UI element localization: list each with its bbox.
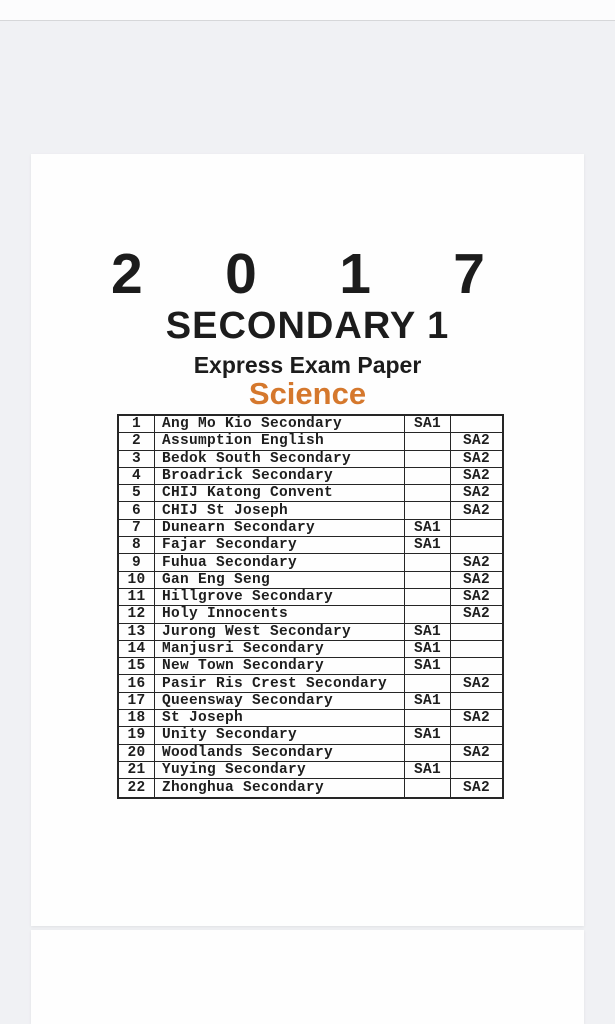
row-number-cell: 17 — [119, 693, 155, 709]
sa2-cell — [451, 641, 502, 657]
table-row — [119, 589, 502, 606]
school-name-cell: Ang Mo Kio Secondary — [155, 416, 405, 432]
sa1-cell — [405, 589, 451, 605]
sa1-cell — [405, 779, 451, 796]
row-number-cell: 16 — [119, 675, 155, 691]
table-row — [119, 451, 502, 468]
row-number-cell: 20 — [119, 745, 155, 761]
year-digit: 7 — [453, 242, 485, 306]
school-name-cell: Woodlands Secondary — [155, 745, 405, 761]
sa1-cell — [405, 485, 451, 501]
table-row — [119, 779, 502, 796]
school-name-cell: New Town Secondary — [155, 658, 405, 674]
sa2-cell: SA2 — [462, 606, 490, 623]
row-number-cell: 15 — [119, 658, 155, 674]
sa1-cell: SA1 — [405, 641, 451, 657]
table-row — [119, 537, 502, 554]
year-title — [111, 242, 485, 306]
exam-type-subtitle: Express Exam Paper — [193, 352, 422, 378]
school-name-cell: CHIJ Katong Convent — [155, 485, 405, 501]
sa2-cell: SA2 — [462, 485, 490, 502]
sa1-cell — [405, 675, 451, 691]
sa2-cell: SA2 — [462, 779, 490, 796]
table-row — [119, 624, 502, 641]
sa2-cell — [451, 416, 502, 432]
school-name-cell: Bedok South Secondary — [155, 451, 405, 467]
sa2-cell: SA2 — [462, 450, 490, 467]
table-row — [119, 520, 502, 537]
school-name-cell: St Joseph — [155, 710, 405, 726]
subject-title: Science — [248, 376, 367, 411]
sa1-cell — [405, 451, 451, 467]
row-number-cell: 3 — [119, 451, 155, 467]
table-row — [119, 675, 502, 692]
table-row — [119, 693, 502, 710]
schools-table — [117, 414, 504, 799]
row-number-cell: 21 — [119, 762, 155, 778]
sa1-cell — [405, 710, 451, 726]
table-row — [119, 416, 502, 433]
sa2-cell: SA2 — [462, 468, 490, 485]
school-name-cell: Holy Innocents — [155, 606, 405, 622]
table-row — [119, 606, 502, 623]
sa1-cell — [405, 433, 451, 449]
table-row — [119, 554, 502, 571]
table-row — [119, 658, 502, 675]
school-name-cell: Yuying Secondary — [155, 762, 405, 778]
school-name-cell: Pasir Ris Crest Secondary — [155, 675, 405, 691]
sa2-cell: SA2 — [462, 554, 490, 571]
school-name-cell: Broadrick Secondary — [155, 468, 405, 484]
sa1-cell: SA1 — [405, 416, 451, 432]
sa2-cell: SA2 — [462, 675, 490, 692]
row-number-cell: 10 — [119, 572, 155, 588]
school-name-cell: Gan Eng Seng — [155, 572, 405, 588]
level-title: SECONDARY 1 — [165, 305, 450, 347]
sa1-cell — [405, 606, 451, 622]
sa1-cell — [405, 554, 451, 570]
row-number-cell: 9 — [119, 554, 155, 570]
row-number-cell: 19 — [119, 727, 155, 743]
sa2-cell — [451, 762, 502, 778]
sa1-cell: SA1 — [405, 762, 451, 778]
row-number-cell: 12 — [119, 606, 155, 622]
table-row — [119, 485, 502, 502]
row-number-cell: 8 — [119, 537, 155, 553]
sa1-cell: SA1 — [405, 727, 451, 743]
school-name-cell: Fajar Secondary — [155, 537, 405, 553]
school-name-cell: Assumption English — [155, 433, 405, 449]
viewer-top-bar — [0, 0, 615, 21]
sa1-cell: SA1 — [405, 520, 451, 536]
row-number-cell: 22 — [119, 779, 155, 796]
sa2-cell — [451, 520, 502, 536]
sa2-cell — [451, 624, 502, 640]
row-number-cell: 18 — [119, 710, 155, 726]
sa2-cell: SA2 — [462, 589, 490, 606]
document-page-1 — [31, 154, 584, 926]
sa2-cell: SA2 — [462, 571, 490, 588]
table-row — [119, 433, 502, 450]
sa2-cell — [451, 537, 502, 553]
sa1-cell: SA1 — [405, 693, 451, 709]
school-name-cell: Jurong West Secondary — [155, 624, 405, 640]
row-number-cell: 7 — [119, 520, 155, 536]
year-digit: 2 — [111, 242, 143, 306]
school-name-cell: Fuhua Secondary — [155, 554, 405, 570]
table-row — [119, 572, 502, 589]
sa1-cell — [405, 745, 451, 761]
sa1-cell — [405, 468, 451, 484]
year-digit: 0 — [225, 242, 257, 306]
table-row — [119, 762, 502, 779]
sa1-cell: SA1 — [405, 537, 451, 553]
school-name-cell: CHIJ St Joseph — [155, 502, 405, 518]
school-name-cell: Queensway Secondary — [155, 693, 405, 709]
school-name-cell: Manjusri Secondary — [155, 641, 405, 657]
row-number-cell: 13 — [119, 624, 155, 640]
table-row — [119, 502, 502, 519]
sa2-cell: SA2 — [462, 744, 490, 761]
sa2-cell — [451, 727, 502, 743]
sa2-cell — [451, 693, 502, 709]
table-row — [119, 468, 502, 485]
school-name-cell: Unity Secondary — [155, 727, 405, 743]
sa1-cell — [405, 502, 451, 518]
row-number-cell: 14 — [119, 641, 155, 657]
sa2-cell: SA2 — [462, 502, 490, 519]
sa2-cell: SA2 — [462, 433, 490, 450]
sa1-cell: SA1 — [405, 624, 451, 640]
table-row — [119, 727, 502, 744]
table-row — [119, 710, 502, 727]
row-number-cell: 1 — [119, 416, 155, 432]
school-name-cell: Dunearn Secondary — [155, 520, 405, 536]
sa2-cell: SA2 — [462, 710, 490, 727]
table-row — [119, 745, 502, 762]
sa1-cell: SA1 — [405, 658, 451, 674]
row-number-cell: 5 — [119, 485, 155, 501]
row-number-cell: 4 — [119, 468, 155, 484]
row-number-cell: 2 — [119, 433, 155, 449]
school-name-cell: Hillgrove Secondary — [155, 589, 405, 605]
table-row — [119, 641, 502, 658]
row-number-cell: 6 — [119, 502, 155, 518]
row-number-cell: 11 — [119, 589, 155, 605]
sa1-cell — [405, 572, 451, 588]
school-name-cell: Zhonghua Secondary — [155, 779, 405, 796]
document-page-2 — [31, 930, 584, 1024]
year-digit: 1 — [339, 242, 371, 306]
sa2-cell — [451, 658, 502, 674]
